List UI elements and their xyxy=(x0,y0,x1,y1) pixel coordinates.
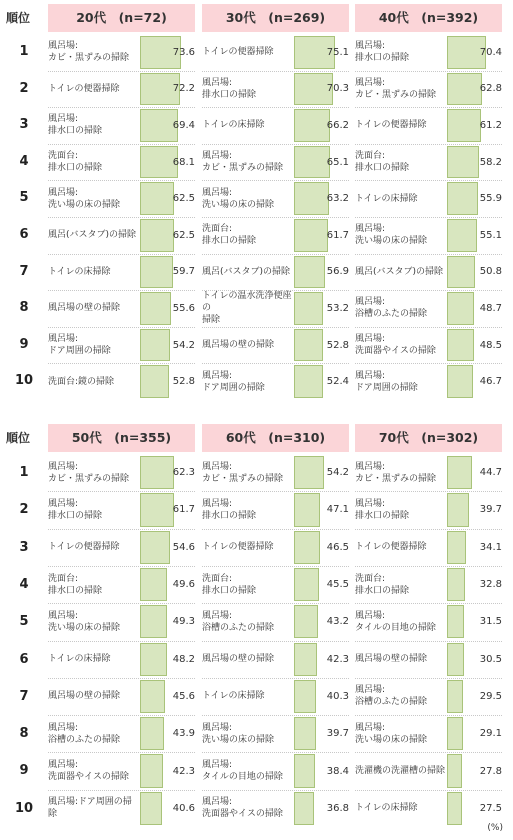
bar-row xyxy=(202,529,349,566)
bar-value: 65.1 xyxy=(326,156,349,168)
bar-row xyxy=(202,454,349,491)
bar-label: 風呂(バスタブ)の掃除 xyxy=(355,266,444,277)
bar-row xyxy=(355,715,502,752)
rank-number: 3 xyxy=(19,539,29,555)
bar-label: 洗面台: 排水口の掃除 xyxy=(202,573,257,596)
bar-label: 洗面台: 排水口の掃除 xyxy=(48,151,103,174)
bar-value: 62.5 xyxy=(172,193,195,205)
bar-value: 36.8 xyxy=(326,802,349,814)
bar-row xyxy=(355,144,502,181)
bar-row xyxy=(202,363,349,400)
bar xyxy=(447,329,474,362)
bar xyxy=(140,292,171,325)
bar-row xyxy=(48,678,195,715)
bar-value: 50.8 xyxy=(479,266,502,278)
bar-label: トイレの床掃除 xyxy=(48,654,111,665)
bar-row xyxy=(202,34,349,71)
rank-number: 2 xyxy=(19,502,29,518)
bar-label: トイレの便器掃除 xyxy=(202,47,274,58)
rank-number: 7 xyxy=(19,263,29,279)
bar xyxy=(447,568,465,601)
bar-label: 風呂場の壁の掃除 xyxy=(202,654,275,665)
bar-row xyxy=(202,491,349,528)
bar-value: 55.9 xyxy=(479,193,502,205)
bar-value: 75.1 xyxy=(326,46,349,58)
bar-label: 風呂場: タイルの目地の掃除 xyxy=(355,610,436,633)
bar-label: トイレの便器掃除 xyxy=(202,542,274,553)
bar-value: 27.8 xyxy=(479,765,502,777)
bar-row xyxy=(48,715,195,752)
bar-label: 風呂場の壁の掃除 xyxy=(355,654,428,665)
bar-value: 72.2 xyxy=(172,83,195,95)
group-header: 20代 (n=72) xyxy=(48,4,195,32)
bar xyxy=(447,146,479,179)
bar-value: 59.7 xyxy=(172,266,195,278)
bar-label: 風呂場: 排水口の掃除 xyxy=(202,498,257,521)
bar-row xyxy=(48,603,195,640)
bar-value: 68.1 xyxy=(172,156,195,168)
group-header: 40代 (n=392) xyxy=(355,4,502,32)
bar-value: 29.1 xyxy=(479,728,502,740)
bar-row xyxy=(202,641,349,678)
bar-label: トイレの床掃除 xyxy=(355,803,418,814)
bar-value: 73.6 xyxy=(172,46,195,58)
bar-label: 洗面台: 排水口の掃除 xyxy=(355,151,410,174)
bar-value: 47.1 xyxy=(326,504,349,516)
bar-value: 42.3 xyxy=(326,653,349,665)
bar-row xyxy=(202,71,349,108)
bar xyxy=(294,365,323,398)
bar xyxy=(294,146,330,179)
bar-row xyxy=(355,34,502,71)
bar-label: 風呂場: 洗い場の床の掃除 xyxy=(202,722,275,745)
bar-value: 48.2 xyxy=(172,653,195,665)
bar-value: 62.5 xyxy=(172,229,195,241)
bar xyxy=(294,568,319,601)
bar xyxy=(140,754,163,787)
bar xyxy=(447,182,478,215)
bar-value: 31.5 xyxy=(479,616,502,628)
bar xyxy=(140,680,165,713)
bar-row xyxy=(202,180,349,217)
bar-value: 54.2 xyxy=(326,467,349,479)
bar-label: 風呂場:ドア周囲の掃除 xyxy=(48,797,132,820)
bar-label: 洗面台:鏡の掃除 xyxy=(48,376,115,387)
bar xyxy=(140,329,170,362)
bar-label: 風呂(バスタブ)の掃除 xyxy=(48,230,137,241)
bar-label: 風呂場: 浴槽のふたの掃除 xyxy=(48,722,121,745)
bar xyxy=(447,73,482,106)
bar-value: 40.6 xyxy=(172,802,195,814)
bar xyxy=(447,493,469,526)
bar-value: 54.6 xyxy=(172,541,195,553)
bar-value: 62.3 xyxy=(172,467,195,479)
bar-label: 風呂場: ドア周囲の掃除 xyxy=(355,370,418,393)
bar-value: 44.7 xyxy=(479,467,502,479)
bar-value: 43.9 xyxy=(172,728,195,740)
bar xyxy=(140,365,169,398)
bar-row xyxy=(355,678,502,715)
bar-row xyxy=(48,144,195,181)
bar-value: 52.8 xyxy=(172,376,195,388)
bar-label: 風呂場: 浴槽のふたの掃除 xyxy=(202,610,275,633)
bar-value: 58.2 xyxy=(479,156,502,168)
rank-number: 2 xyxy=(19,80,29,96)
bar xyxy=(294,456,324,489)
bar-label: トイレの便器掃除 xyxy=(355,542,427,553)
bar-value: 42.3 xyxy=(172,765,195,777)
bar-label: 風呂場: 洗い場の床の掃除 xyxy=(48,610,121,633)
bar-value: 49.6 xyxy=(172,579,195,591)
bar-label: 洗面台: 排水口の掃除 xyxy=(202,224,257,247)
bar-value: 48.5 xyxy=(479,339,502,351)
bar-value: 29.5 xyxy=(479,690,502,702)
group-header: 50代 (n=355) xyxy=(48,424,195,452)
bar-label: トイレの便器掃除 xyxy=(48,542,120,553)
bar-row xyxy=(48,454,195,491)
bar-row xyxy=(355,491,502,528)
bar xyxy=(294,605,318,638)
bar-value: 30.5 xyxy=(479,653,502,665)
bar-label: トイレの便器掃除 xyxy=(48,83,120,94)
bar-value: 55.1 xyxy=(479,229,502,241)
bar-label: 洗面台: 排水口の掃除 xyxy=(355,573,410,596)
bar-row xyxy=(355,603,502,640)
bar xyxy=(447,643,464,676)
bar-label: 風呂場: 洗面器やイスの掃除 xyxy=(48,760,129,783)
bar xyxy=(140,717,164,750)
bar-row xyxy=(355,254,502,291)
bar-value: 48.7 xyxy=(479,302,502,314)
bar-label: 風呂場の壁の掃除 xyxy=(48,691,121,702)
bar-value: 45.5 xyxy=(326,579,349,591)
bar-label: トイレの床掃除 xyxy=(355,193,418,204)
rank-number: 5 xyxy=(19,614,29,630)
bar xyxy=(140,792,162,825)
bar-value: 32.8 xyxy=(479,579,502,591)
bar-row xyxy=(355,752,502,789)
bar-row xyxy=(48,566,195,603)
bar-label: 風呂場の壁の掃除 xyxy=(202,340,275,351)
bar-row xyxy=(355,180,502,217)
rank-number: 4 xyxy=(19,576,29,592)
rank-number: 6 xyxy=(19,227,29,242)
group-header: 70代 (n=302) xyxy=(355,424,502,452)
bar xyxy=(294,792,314,825)
rank-number: 8 xyxy=(19,726,29,742)
bar-row xyxy=(355,363,502,400)
bar-row xyxy=(355,566,502,603)
bar-value: 69.4 xyxy=(172,119,195,131)
bar xyxy=(447,717,463,750)
bar-value: 34.1 xyxy=(479,541,502,553)
bar-row xyxy=(355,790,502,827)
bar-value: 66.2 xyxy=(326,119,349,131)
bar-label: 風呂場: 洗い場の床の掃除 xyxy=(202,187,275,210)
bar-label: 風呂場: 排水口の掃除 xyxy=(48,498,103,521)
bar-label: 風呂場: カビ・黒ずみの掃除 xyxy=(355,461,437,484)
bar-label: 風呂場: 浴槽のふたの掃除 xyxy=(355,685,428,708)
bar xyxy=(294,717,316,750)
bar-row xyxy=(202,678,349,715)
bar-label: 風呂場: 浴槽のふたの掃除 xyxy=(355,297,428,320)
bar-row xyxy=(202,144,349,181)
bar xyxy=(140,568,167,601)
bar-row xyxy=(202,327,349,364)
rank-header: 順位 xyxy=(6,11,31,25)
bar xyxy=(447,605,464,638)
bar-label: 風呂場: 洗い場の床の掃除 xyxy=(48,187,121,210)
group-header: 60代 (n=310) xyxy=(202,424,349,452)
bar-row xyxy=(355,107,502,144)
bar-value: 63.2 xyxy=(326,193,349,205)
bar xyxy=(140,256,173,289)
bar-label: 風呂場: ドア周囲の掃除 xyxy=(48,334,111,357)
bar-row xyxy=(48,752,195,789)
bar-label: 風呂場: カビ・黒ずみの掃除 xyxy=(355,77,437,100)
bar xyxy=(140,605,167,638)
bar-label: トイレの床掃除 xyxy=(202,120,265,131)
bar xyxy=(447,219,477,252)
bar-row xyxy=(355,454,502,491)
bar-row xyxy=(202,603,349,640)
bar-value: 46.5 xyxy=(326,541,349,553)
bar-value: 54.2 xyxy=(172,339,195,351)
bar-label: 風呂場: 排水口の掃除 xyxy=(202,77,257,100)
bar-label: 風呂場の壁の掃除 xyxy=(48,303,121,314)
bar-value: 61.2 xyxy=(479,119,502,131)
bar-value: 52.4 xyxy=(326,376,349,388)
bar-value: 45.6 xyxy=(172,690,195,702)
bar-label: 風呂場: カビ・黒ずみの掃除 xyxy=(48,461,130,484)
rank-number: 7 xyxy=(19,688,29,704)
bar-label: トイレの床掃除 xyxy=(48,266,111,277)
bar-row xyxy=(202,217,349,254)
bar-label: 風呂場: 洗面器やイスの掃除 xyxy=(355,334,436,357)
bar xyxy=(294,643,317,676)
bar-label: 洗濯機の洗濯槽の掃除 xyxy=(355,766,446,777)
bar xyxy=(294,256,325,289)
bar-value: 70.4 xyxy=(479,46,502,58)
bar-value: 39.7 xyxy=(326,728,349,740)
bar-value: 39.7 xyxy=(479,504,502,516)
bar xyxy=(294,754,315,787)
bar-row xyxy=(48,107,195,144)
bar-row xyxy=(355,327,502,364)
bar-row xyxy=(48,790,195,827)
bar xyxy=(140,456,174,489)
rank-number: 9 xyxy=(19,763,29,779)
rank-number: 10 xyxy=(14,800,34,816)
bar-label: 風呂場: 洗い場の床の掃除 xyxy=(355,722,428,745)
bar-row xyxy=(48,254,195,291)
bar xyxy=(140,493,174,526)
bar xyxy=(294,219,328,252)
bar-row xyxy=(355,529,502,566)
bar xyxy=(447,456,472,489)
bar-row xyxy=(202,290,349,327)
bar-value: 38.4 xyxy=(326,765,349,777)
bar-row xyxy=(48,327,195,364)
bar xyxy=(447,109,481,142)
bar xyxy=(294,680,316,713)
bar-row xyxy=(48,71,195,108)
rank-header: 順位 xyxy=(6,431,31,445)
bar-value: 46.7 xyxy=(479,376,502,388)
bar-label: 風呂場: カビ・黒ずみの掃除 xyxy=(202,461,284,484)
bar xyxy=(294,292,323,325)
bar-row xyxy=(355,290,502,327)
bar-row xyxy=(355,641,502,678)
bar xyxy=(447,680,463,713)
bar-row xyxy=(202,566,349,603)
bar-label: 風呂場: 洗面器やイスの掃除 xyxy=(202,797,283,820)
bar-row xyxy=(48,180,195,217)
bar-row xyxy=(202,107,349,144)
bar-value: 49.3 xyxy=(172,616,195,628)
bar-value: 27.5 xyxy=(479,802,502,814)
bar-value: 40.3 xyxy=(326,690,349,702)
unit-label: (%) xyxy=(487,823,503,833)
bar-value: 43.2 xyxy=(326,616,349,628)
bar xyxy=(294,531,320,564)
bar-label: 風呂場: 排水口の掃除 xyxy=(355,498,410,521)
bar-label: トイレの床掃除 xyxy=(202,691,265,702)
bar-value: 61.7 xyxy=(172,504,195,516)
bar-label: 風呂(バスタブ)の掃除 xyxy=(202,266,291,277)
rank-number: 1 xyxy=(19,44,29,59)
bar-label: 風呂場: カビ・黒ずみの掃除 xyxy=(48,41,130,64)
bar-value: 55.6 xyxy=(172,302,195,314)
rank-number: 1 xyxy=(19,465,29,480)
rank-number: 6 xyxy=(19,651,29,667)
bar-row xyxy=(202,715,349,752)
bar xyxy=(447,292,474,325)
rank-number: 9 xyxy=(19,336,29,352)
bar xyxy=(294,109,330,142)
bar-value: 53.2 xyxy=(326,302,349,314)
rank-number: 10 xyxy=(14,373,34,389)
bar xyxy=(294,182,329,215)
bar-row xyxy=(48,34,195,71)
bar-label: トイレの便器掃除 xyxy=(355,120,427,131)
bar xyxy=(447,792,462,825)
bar-row xyxy=(202,254,349,291)
rank-number: 8 xyxy=(19,300,29,316)
bar-value: 70.3 xyxy=(326,83,349,95)
bar-row xyxy=(202,752,349,789)
bar-row xyxy=(48,491,195,528)
bar-row xyxy=(48,363,195,400)
bar-label: 風呂場: 排水口の掃除 xyxy=(48,114,103,137)
bar-label: 風呂場: ドア周囲の掃除 xyxy=(202,370,265,393)
bar-label: 風呂場: 洗い場の床の掃除 xyxy=(355,224,428,247)
bar xyxy=(447,365,473,398)
bar-row xyxy=(48,217,195,254)
rank-number: 3 xyxy=(19,117,29,133)
bar xyxy=(447,531,466,564)
bar-value: 52.8 xyxy=(326,339,349,351)
bar-value: 56.9 xyxy=(326,266,349,278)
bar-label: トイレの温水洗浄便座の 掃除 xyxy=(202,291,292,326)
bar xyxy=(140,643,167,676)
bar xyxy=(140,182,174,215)
bar-row xyxy=(202,790,349,827)
bar-label: 風呂場: タイルの目地の掃除 xyxy=(202,760,283,783)
bar-row xyxy=(355,71,502,108)
bar-value: 61.7 xyxy=(326,229,349,241)
bar xyxy=(140,531,170,564)
rank-number: 4 xyxy=(19,153,29,169)
rank-number: 5 xyxy=(19,190,29,206)
bar xyxy=(140,219,174,252)
bar-value: 62.8 xyxy=(479,83,502,95)
bar-row xyxy=(48,529,195,566)
bar xyxy=(294,329,323,362)
bar-label: 洗面台: 排水口の掃除 xyxy=(48,573,103,596)
bar-label: 風呂場: 排水口の掃除 xyxy=(355,41,410,64)
bar-row xyxy=(48,641,195,678)
bar-row xyxy=(355,217,502,254)
bar xyxy=(447,256,475,289)
bar-label: 風呂場: カビ・黒ずみの掃除 xyxy=(202,151,284,174)
bar xyxy=(447,754,462,787)
bar-row xyxy=(48,290,195,327)
group-header: 30代 (n=269) xyxy=(202,4,349,32)
bar xyxy=(294,493,320,526)
